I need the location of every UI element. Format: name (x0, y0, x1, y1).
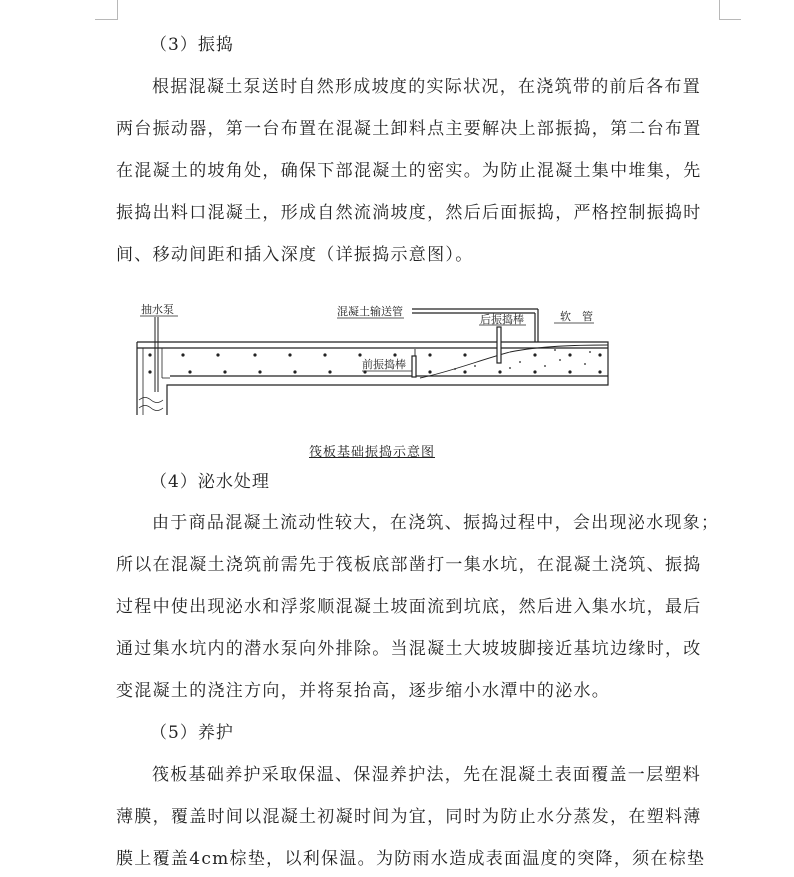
body-line: 在混凝土的坡角处，确保下部混凝土的密实。为防止混凝土集中堆集，先 (116, 161, 702, 181)
label-hose: 软 管 (560, 310, 593, 323)
body-line: 所以在混凝土浇筑前需先于筏板底部凿打一集水坑，在混凝土浇筑、振捣 (116, 555, 702, 575)
label-rear-vibrator: 后振捣棒 (480, 313, 524, 326)
body-line: 筏板基础养护采取保温、保湿养护法，先在混凝土表面覆盖一层塑料 (152, 765, 701, 785)
label-delivery-pipe: 混凝土输送管 (337, 305, 403, 318)
concrete-slope (420, 345, 608, 378)
label-front-vibrator: 前振捣棒 (362, 358, 406, 371)
slab-outline (137, 342, 608, 415)
figure-caption: 筏板基础振捣示意图 (309, 445, 436, 460)
rear-vibrator (497, 327, 501, 363)
body-line: 变混凝土的浇注方向，并将泵抬高，逐步缩小水潭中的泌水。 (116, 681, 611, 701)
body-line: 两台振动器，第一台布置在混凝土卸料点主要解决上部振捣，第二台布置 (116, 119, 702, 139)
body-line: 膜上覆盖4cm棕垫，以利保温。为防雨水造成表面温度的突降，须在棕垫 (116, 849, 706, 869)
label-pump: 抽水泵 (141, 303, 174, 316)
body-line: 根据混凝土泵送时自然形成坡度的实际状况，在浇筑带的前后各布置 (152, 77, 701, 97)
body-line: 由于商品混凝土流动性较大，在浇筑、振捣过程中，会出现泌水现象； (152, 513, 720, 533)
body-line: 通过集水坑内的潜水泵向外排除。当混凝土大坡坡脚接近基坑边缘时，改 (116, 639, 702, 659)
front-vibrator (412, 356, 416, 377)
section-heading-vibration: （3）振捣 (150, 35, 234, 55)
body-line: 间、移动间距和插入深度（详振捣示意图）。 (116, 245, 474, 265)
body-line: 薄膜，覆盖时间以混凝土初凝时间为宜，同时为防止水分蒸发，在塑料薄 (116, 807, 702, 827)
section-heading-bleeding: （4）泌水处理 (150, 472, 270, 492)
body-line: 振捣出料口混凝土，形成自然流淌坡度，然后后面振捣，严格控制振捣时 (116, 203, 702, 223)
body-line: 过程中使出现泌水和浮浆顺混凝土坡面流到坑底，然后进入集水坑，最后 (116, 597, 702, 617)
section-heading-curing: （5）养护 (150, 723, 234, 743)
